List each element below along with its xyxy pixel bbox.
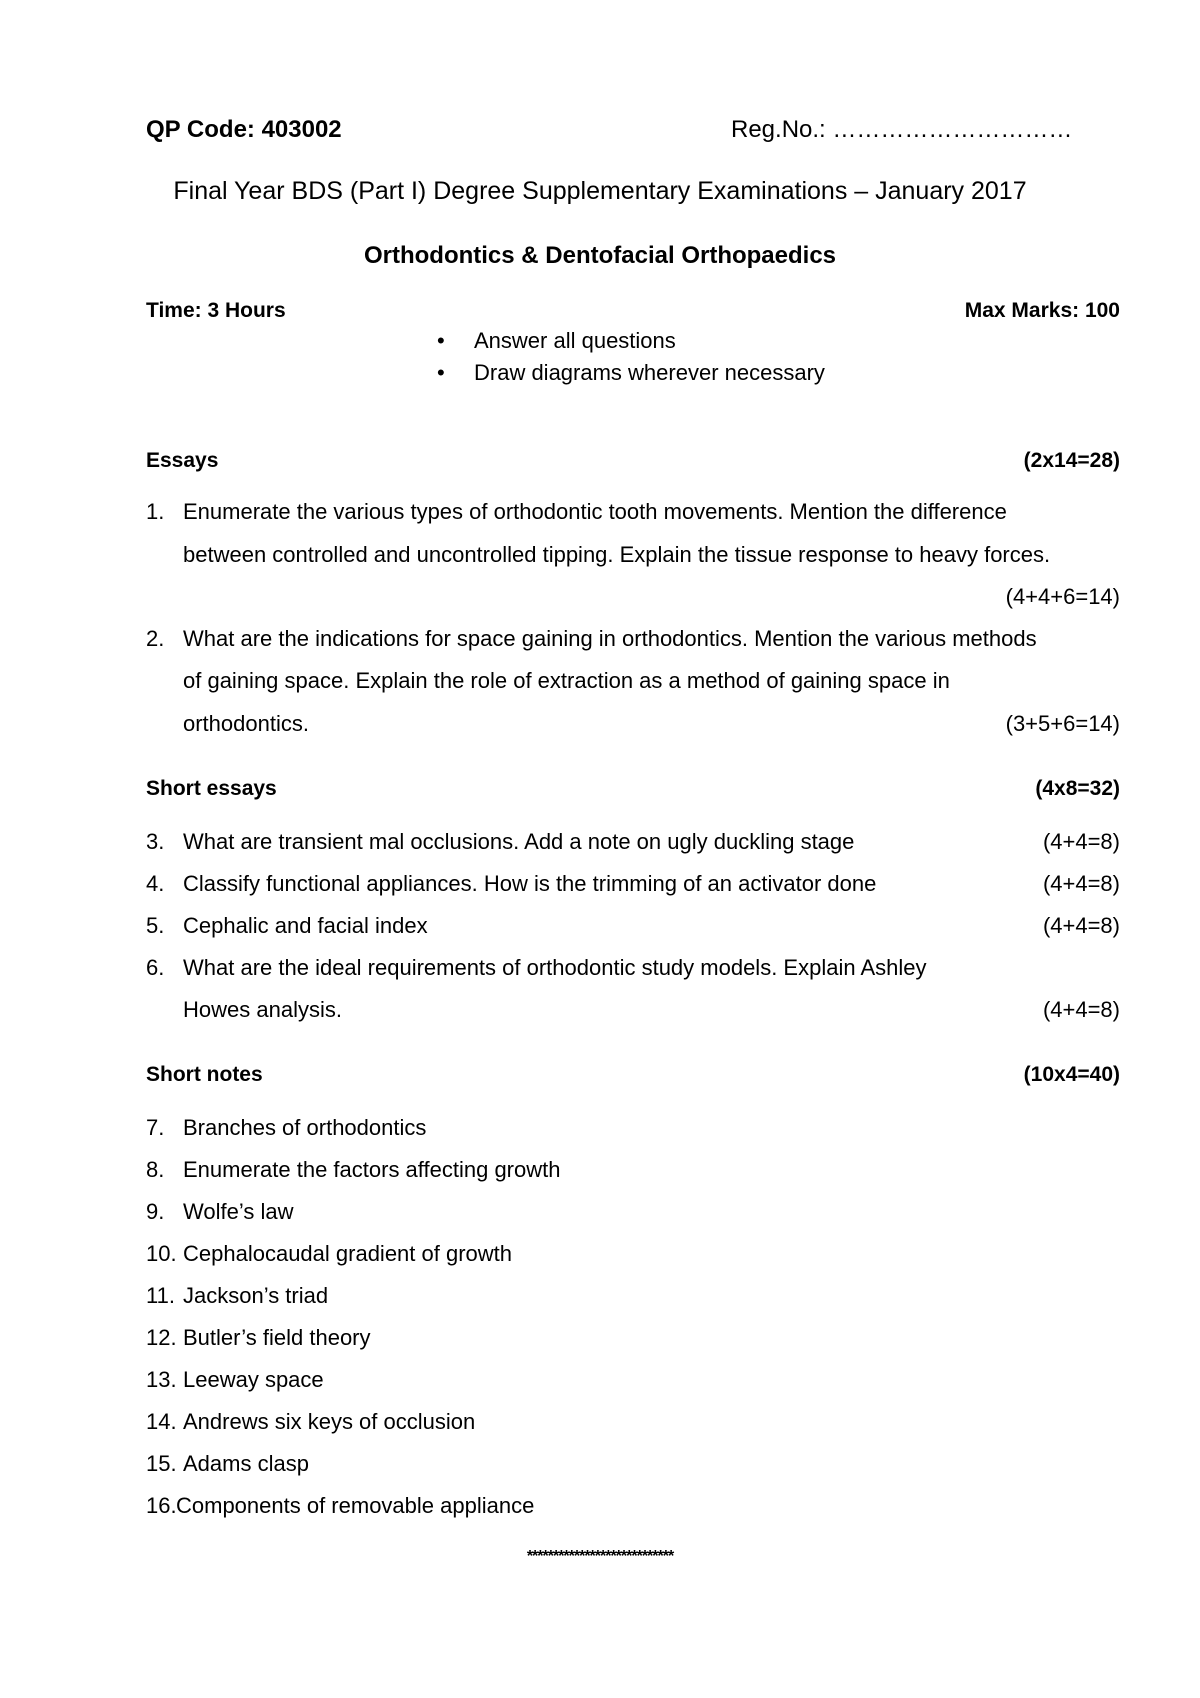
question-marks: (4+4=8) xyxy=(1042,997,1120,1022)
subject-title: Orthodontics & Dentofacial Orthopaedics xyxy=(363,242,837,269)
section-marks-short-notes: (10x4=40) xyxy=(1023,1063,1120,1086)
question-text: orthodontics. xyxy=(183,711,309,736)
section-marks-essays: (2x14=28) xyxy=(1023,449,1120,472)
question-number: 10. xyxy=(146,1241,177,1266)
question-number: 9. xyxy=(146,1199,165,1224)
question-text: Andrews six keys of occlusion xyxy=(183,1409,476,1434)
reg-no: Reg.No.: ………………………… xyxy=(731,116,1073,143)
question-number: 14. xyxy=(146,1409,177,1434)
question-text: Cephalocaudal gradient of growth xyxy=(183,1241,513,1266)
question-marks: (4+4=8) xyxy=(1042,871,1120,896)
section-marks-short-essays: (4x8=32) xyxy=(1035,777,1120,800)
question-text: Adams clasp xyxy=(183,1451,309,1476)
question-number: 2. xyxy=(146,626,165,651)
max-marks-label: Max Marks: 100 xyxy=(964,299,1120,322)
question-number: 7. xyxy=(146,1115,165,1140)
end-of-paper-marker: **************************** xyxy=(526,1548,674,1565)
question-text: Classify functional appliances. How is the trimming of an activator done xyxy=(183,871,877,896)
question-text: Components of removable appliance xyxy=(176,1493,535,1518)
question-number: 15. xyxy=(146,1451,177,1476)
qp-code: QP Code: 403002 xyxy=(146,116,342,143)
question-number: 13. xyxy=(146,1367,177,1392)
question-number: 16. xyxy=(146,1493,177,1518)
question-number: 4. xyxy=(146,871,165,896)
question-text: Jackson’s triad xyxy=(183,1283,329,1308)
question-marks: (4+4+6=14) xyxy=(1005,584,1120,609)
question-marks: (4+4=8) xyxy=(1042,829,1120,854)
question-text: Butler’s field theory xyxy=(183,1325,371,1350)
question-text: of gaining space. Explain the role of extraction as a method of gaining space in xyxy=(183,668,950,693)
instructions-list xyxy=(430,325,825,389)
section-title-essays: Essays xyxy=(146,449,219,472)
question-text: Cephalic and facial index xyxy=(183,913,428,938)
question-text: What are the ideal requirements of orthodontic study models. Explain Ashley xyxy=(183,955,927,980)
section-title-short-notes: Short notes xyxy=(146,1063,263,1086)
question-marks: (4+4=8) xyxy=(1042,913,1120,938)
question-marks: (3+5+6=14) xyxy=(1005,711,1120,736)
question-text: What are the indications for space gaining in orthodontics. Mention the various methods xyxy=(183,626,1037,651)
question-text: Leeway space xyxy=(183,1367,324,1392)
question-text: Enumerate the factors affecting growth xyxy=(183,1157,561,1182)
question-text: Wolfe’s law xyxy=(183,1199,294,1224)
instruction-item: • Draw diagrams wherever necessary xyxy=(430,357,825,389)
question-number: 11. xyxy=(146,1283,175,1308)
question-number: 3. xyxy=(146,829,165,854)
question-text: between controlled and uncontrolled tipping. Explain the tissue response to heavy forces. xyxy=(183,542,1051,567)
question-number: 6. xyxy=(146,955,165,980)
bullet-icon: • xyxy=(437,328,445,353)
instruction-item: • Answer all questions xyxy=(430,325,825,357)
question-text: What are transient mal occlusions. Add a note on ugly duckling stage xyxy=(183,829,855,854)
question-text: Branches of orthodontics xyxy=(183,1115,427,1140)
question-number: 8. xyxy=(146,1157,165,1182)
exam-title: Final Year BDS (Part I) Degree Supplementary Examinations – January 2017 xyxy=(173,177,1027,205)
question-text: Howes analysis. xyxy=(183,997,342,1022)
bullet-icon: • xyxy=(437,360,445,385)
question-number: 1. xyxy=(146,499,165,524)
time-label: Time: 3 Hours xyxy=(146,299,286,322)
question-text: Enumerate the various types of orthodontic tooth movements. Mention the difference xyxy=(183,499,1007,524)
question-number: 5. xyxy=(146,913,165,938)
section-title-short-essays: Short essays xyxy=(146,777,277,800)
question-number: 12. xyxy=(146,1325,177,1350)
